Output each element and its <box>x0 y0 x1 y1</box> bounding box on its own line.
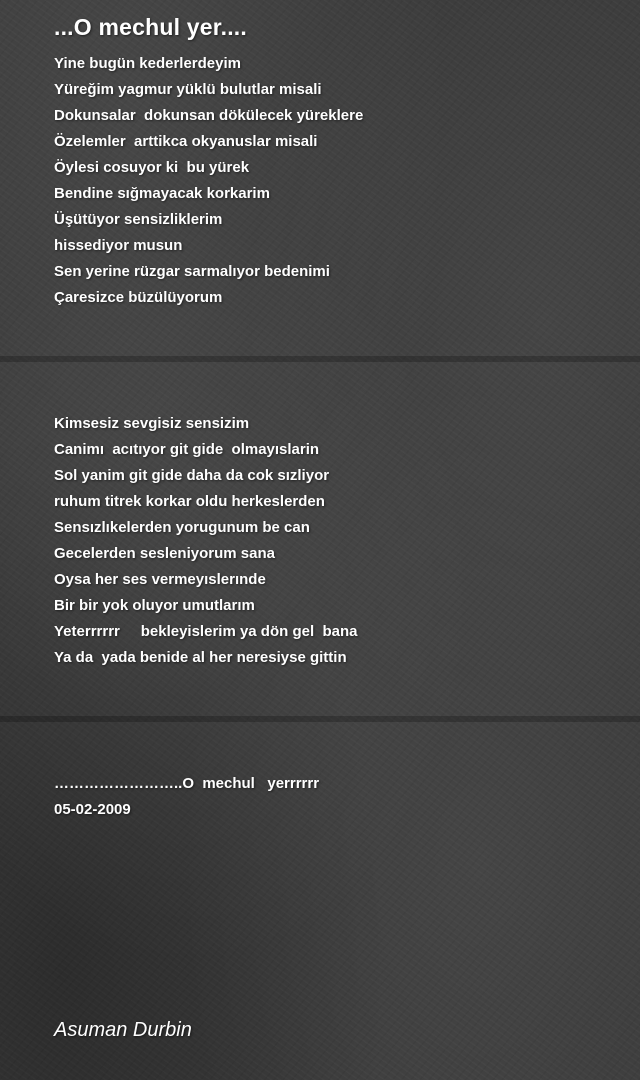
poem-line: Gecelerden sesleniyorum sana <box>54 545 275 562</box>
stanza-2 <box>54 411 357 671</box>
poem-line: Özelemler arttikca okyanuslar misali <box>54 133 318 150</box>
poem-line: ruhum titrek korkar oldu herkeslerden <box>54 493 325 510</box>
poem-title: ...O mechul yer.... <box>54 14 247 40</box>
poem-line: Üşütüyor sensizliklerim <box>54 211 223 228</box>
poem-line: Öylesi cosuyor ki bu yürek <box>54 159 250 176</box>
poem-line: Sol yanim git gide daha da cok sızliyor <box>54 467 330 484</box>
section-divider <box>0 356 640 362</box>
author-name: Asuman Durbin <box>54 1019 192 1041</box>
poem-line: Bir bir yok oluyor umutlarım <box>54 597 255 614</box>
poem-line: Sensızlıkelerden yorugunum be can <box>54 519 310 536</box>
poem-line: Yeterrrrrr bekleyislerim ya dön gel bana <box>54 623 358 640</box>
stanza-3 <box>54 771 319 823</box>
stanza-1 <box>54 51 363 311</box>
poem-line: Çaresizce büzülüyorum <box>54 289 223 306</box>
poem-line: hissediyor musun <box>54 237 183 254</box>
poem-line: Sen yerine rüzgar sarmalıyor bedenimi <box>54 263 330 280</box>
poem-date: 05-02-2009 <box>54 801 131 818</box>
poem-line: Kimsesiz sevgisiz sensizim <box>54 415 250 432</box>
poem-line: ……………………..O mechul yerrrrrr <box>54 775 320 792</box>
poem-line: Dokunsalar dokunsan dökülecek yüreklere <box>54 107 364 124</box>
poem-line: Yüreğim yagmur yüklü bulutlar misali <box>54 81 322 98</box>
poem-line: Canimı acıtıyor git gide olmayıslarin <box>54 441 320 458</box>
poem-line: Yine bugün kederlerdeyim <box>54 55 241 72</box>
section-divider <box>0 716 640 722</box>
poem-line: Bendine sığmayacak korkarim <box>54 185 270 202</box>
poem-line: Ya da yada benide al her neresiyse gittin <box>54 649 347 666</box>
poem-line: Oysa her ses vermeyıslerınde <box>54 571 266 588</box>
